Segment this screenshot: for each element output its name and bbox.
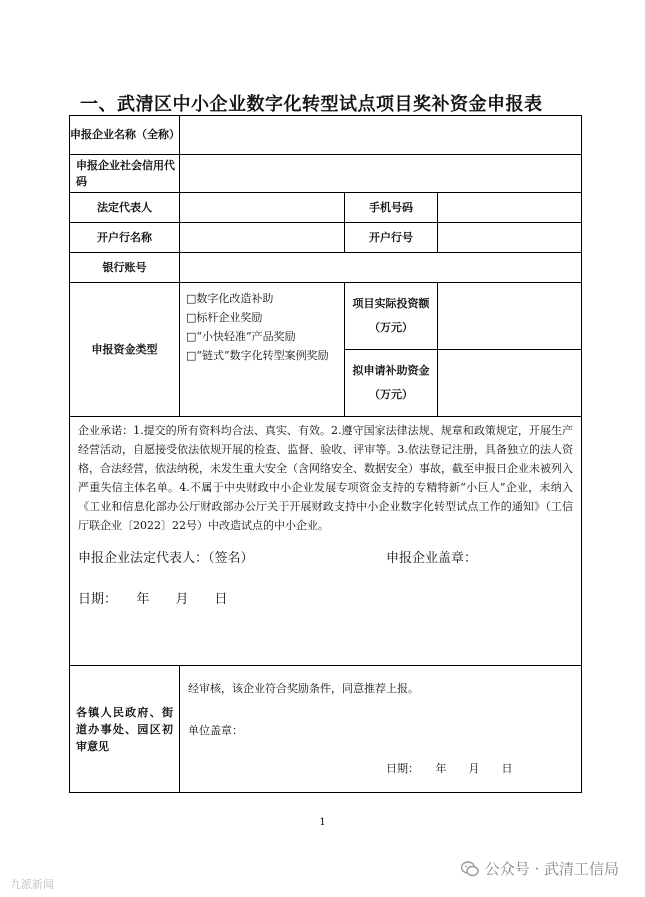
promise-cell [70,417,582,666]
account-field[interactable] [180,253,582,283]
wechat-icon [461,861,479,877]
company-seal: 申报企业盖章： [386,551,478,566]
fund-type-label: 申报资金类型 [70,283,180,417]
fund-option-product[interactable]: □“小快轻准”产品奖励 [186,330,296,343]
legal-rep-field[interactable] [180,193,345,223]
row-legal-rep [70,193,582,223]
bank-code-label: 开户行号 [345,223,438,253]
row-review [70,666,582,793]
credit-code-label: 申报企业社会信用代码 [70,155,180,193]
legal-rep-signature: 申报企业法定代表人：（签名） [78,551,254,566]
promise-date: 日期： 年 月 日 [78,592,228,607]
row-credit-code [70,155,582,193]
review-cell [180,666,582,793]
legal-rep-label: 法定代表人 [70,193,180,223]
fund-option-benchmark[interactable]: □标杆企业奖励 [186,311,263,324]
fund-option-chain[interactable]: □“链式”数字化转型案例奖励 [186,349,329,362]
news-watermark: 九派新闻 [10,878,54,891]
page-number: 1 [319,817,326,828]
row-promise [70,417,582,666]
company-name-label: 申报企业名称（全称） [70,116,180,155]
promise-text: 企业承诺：1.提交的所有资料均合法、真实、有效。2.遵守国家法律法规、规章和政策规定，开展生产经营活动，自愿接受依法依规开展的检查、监督、验收、评审等。3.依法登记注册，具备独立的法人资格，合法经营，依法纳税，未发生重大安全（含网络安全、数据安全）事故，截至申报日企业未被列入严重失信主体名单。4.不属于中央财政中小企业发展专项资金支持的专精特新“小巨人”企业，未纳入《工业和信息化部办公厅财政部办公厅关于开展财政支持中小企业数字化转型试点工作的通知》（工信厅联企业〔2022〕22号）中改造试点的中小企业。 [78,424,574,532]
phone-label: 手机号码 [345,193,438,223]
review-text: 经审核，该企业符合奖励条件，同意推荐上报。 [188,682,419,695]
row-account [70,253,582,283]
wechat-watermark-text: 公众号 · 武清工信局 [484,860,619,878]
phone-field[interactable] [438,193,582,223]
application-form [69,115,582,793]
invest-amount-label: 项目实际投资额（万元） [345,283,438,350]
apply-amount-label: 拟申请补助资金（万元） [345,350,438,417]
signature-row [78,549,573,568]
apply-amount-field[interactable] [438,350,582,417]
page-title: 一、武清区中小企业数字化转型试点项目奖补资金申报表 [80,94,543,115]
row-fund-type [70,283,582,350]
wechat-watermark [461,858,619,879]
bank-name-field[interactable] [180,223,345,253]
company-name-field[interactable] [180,116,582,155]
review-label: 各镇人民政府、街道办事处、园区初审意见 [70,666,180,793]
review-date: 日期： 年 月 日 [386,762,513,775]
invest-amount-field[interactable] [438,283,582,350]
fund-type-options [180,283,345,417]
bank-name-label: 开户行名称 [70,223,180,253]
row-company-name [70,116,582,155]
credit-code-field[interactable] [180,155,582,193]
review-seal: 单位盖章： [188,724,243,737]
bank-code-field[interactable] [438,223,582,253]
fund-option-digital[interactable]: □数字化改造补助 [186,292,274,305]
row-bank [70,223,582,253]
account-label: 银行账号 [70,253,180,283]
